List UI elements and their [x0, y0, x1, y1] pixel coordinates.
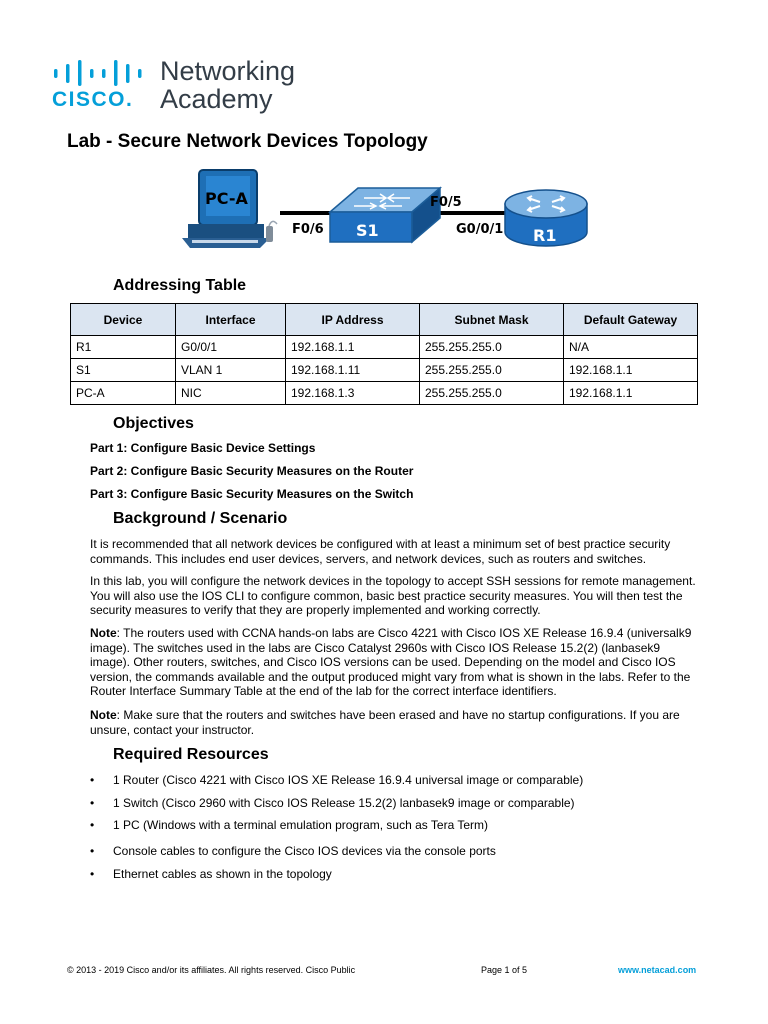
- column-header: IP Address: [286, 304, 420, 336]
- addressing-table-heading: Addressing Table: [113, 277, 247, 294]
- topology-diagram: [180, 166, 620, 258]
- note-text-1: : The routers used with CCNA hands-on labs are Cisco 4221 with Cisco IOS XE Release 16.9.4 (universalk9 image). The switches used in the labs are Cisco Catalyst 2960s with Cisco IOS Release 15.2(2) (lanbasek9 image). Other routers, switches, and Cisco IOS versions can be used. Depending on the model and Cisco IOS version, the commands available and the output produced might vary from what is shown in the labs. Refer to the Router Interface Summary Table at the end of the lab for the correct interface identifiers.: [90, 626, 692, 698]
- bullet-icon: •: [90, 867, 95, 881]
- note-paragraph-2: [90, 708, 700, 737]
- bullet-icon: •: [90, 773, 95, 787]
- footer-page-number: Page 1 of 5: [481, 965, 528, 975]
- table-cell: 192.168.1.3: [286, 382, 420, 405]
- addressing-table: [70, 303, 698, 405]
- objective-part-2: Part 2: Configure Basic Security Measures on the Router: [90, 464, 414, 478]
- objective-part-3: Part 3: Configure Basic Security Measures on the Switch: [90, 487, 414, 501]
- table-cell: 192.168.1.1: [564, 382, 698, 405]
- table-header-row: [71, 304, 698, 336]
- cisco-wordmark: CISCO.: [52, 88, 134, 111]
- background-heading: Background / Scenario: [113, 510, 288, 527]
- footer-link[interactable]: www.netacad.com: [618, 965, 697, 975]
- note-paragraph-1: [90, 626, 700, 699]
- background-paragraph-2: In this lab, you will configure the network devices in the topology to accept SSH sessions for remote management. You will also use the IOS CLI to configure common, basic best practice security measures. You will then test the security measures to verify that they are properly implemented and working correctly.: [90, 574, 696, 617]
- column-header: Device: [71, 304, 176, 336]
- port-label-g001: G0/0/1: [456, 222, 504, 237]
- table-cell: 192.168.1.1: [286, 336, 420, 359]
- table-cell: 255.255.255.0: [420, 382, 564, 405]
- note-text-2: : Make sure that the routers and switches have been erased and have no startup configurations. If you are unsure, contact your instructor.: [90, 708, 680, 737]
- bullet-icon: •: [90, 818, 95, 832]
- column-header: Subnet Mask: [420, 304, 564, 336]
- switch-icon: [330, 188, 440, 242]
- column-header: Interface: [176, 304, 286, 336]
- table-cell: 192.168.1.11: [286, 359, 420, 382]
- note-label: Note: [90, 708, 117, 722]
- table-cell: N/A: [564, 336, 698, 359]
- bullet-icon: •: [90, 796, 95, 810]
- objectives-heading: Objectives: [113, 415, 194, 432]
- page-title: Lab - Secure Network Devices Topology: [67, 131, 428, 152]
- pc-label: PC-A: [205, 189, 248, 208]
- table-cell: 192.168.1.1: [564, 359, 698, 382]
- table-cell: 255.255.255.0: [420, 359, 564, 382]
- table-row: [71, 359, 698, 382]
- table-row: [71, 336, 698, 359]
- footer-copyright: © 2013 - 2019 Cisco and/or its affiliates. All rights reserved. Cisco Public: [67, 965, 356, 975]
- column-header: Default Gateway: [564, 304, 698, 336]
- table-cell: 255.255.255.0: [420, 336, 564, 359]
- logo-academy-text: Academy: [160, 84, 273, 114]
- switch-label: S1: [356, 221, 379, 240]
- logo-networking-text: Networking: [160, 56, 296, 86]
- resources-heading: Required Resources: [113, 746, 269, 763]
- bullet-icon: •: [90, 844, 95, 858]
- objective-part-1: Part 1: Configure Basic Device Settings: [90, 441, 316, 455]
- cisco-bars-icon: [52, 60, 150, 86]
- background-paragraph-1: It is recommended that all network devices be configured with at least a minimum set of best practice security commands. This includes end user devices, servers, and network devices, such as routers and switches.: [90, 537, 671, 566]
- pc-icon: [182, 170, 277, 248]
- note-label: Note: [90, 626, 117, 640]
- port-label-f06: F0/6: [292, 222, 324, 237]
- table-cell: G0/0/1: [176, 336, 286, 359]
- router-label: R1: [533, 226, 557, 245]
- table-cell: R1: [71, 336, 176, 359]
- table-cell: VLAN 1: [176, 359, 286, 382]
- port-label-f05: F0/5: [430, 195, 462, 210]
- table-row: [71, 382, 698, 405]
- table-cell: PC-A: [71, 382, 176, 405]
- table-cell: S1: [71, 359, 176, 382]
- table-cell: NIC: [176, 382, 286, 405]
